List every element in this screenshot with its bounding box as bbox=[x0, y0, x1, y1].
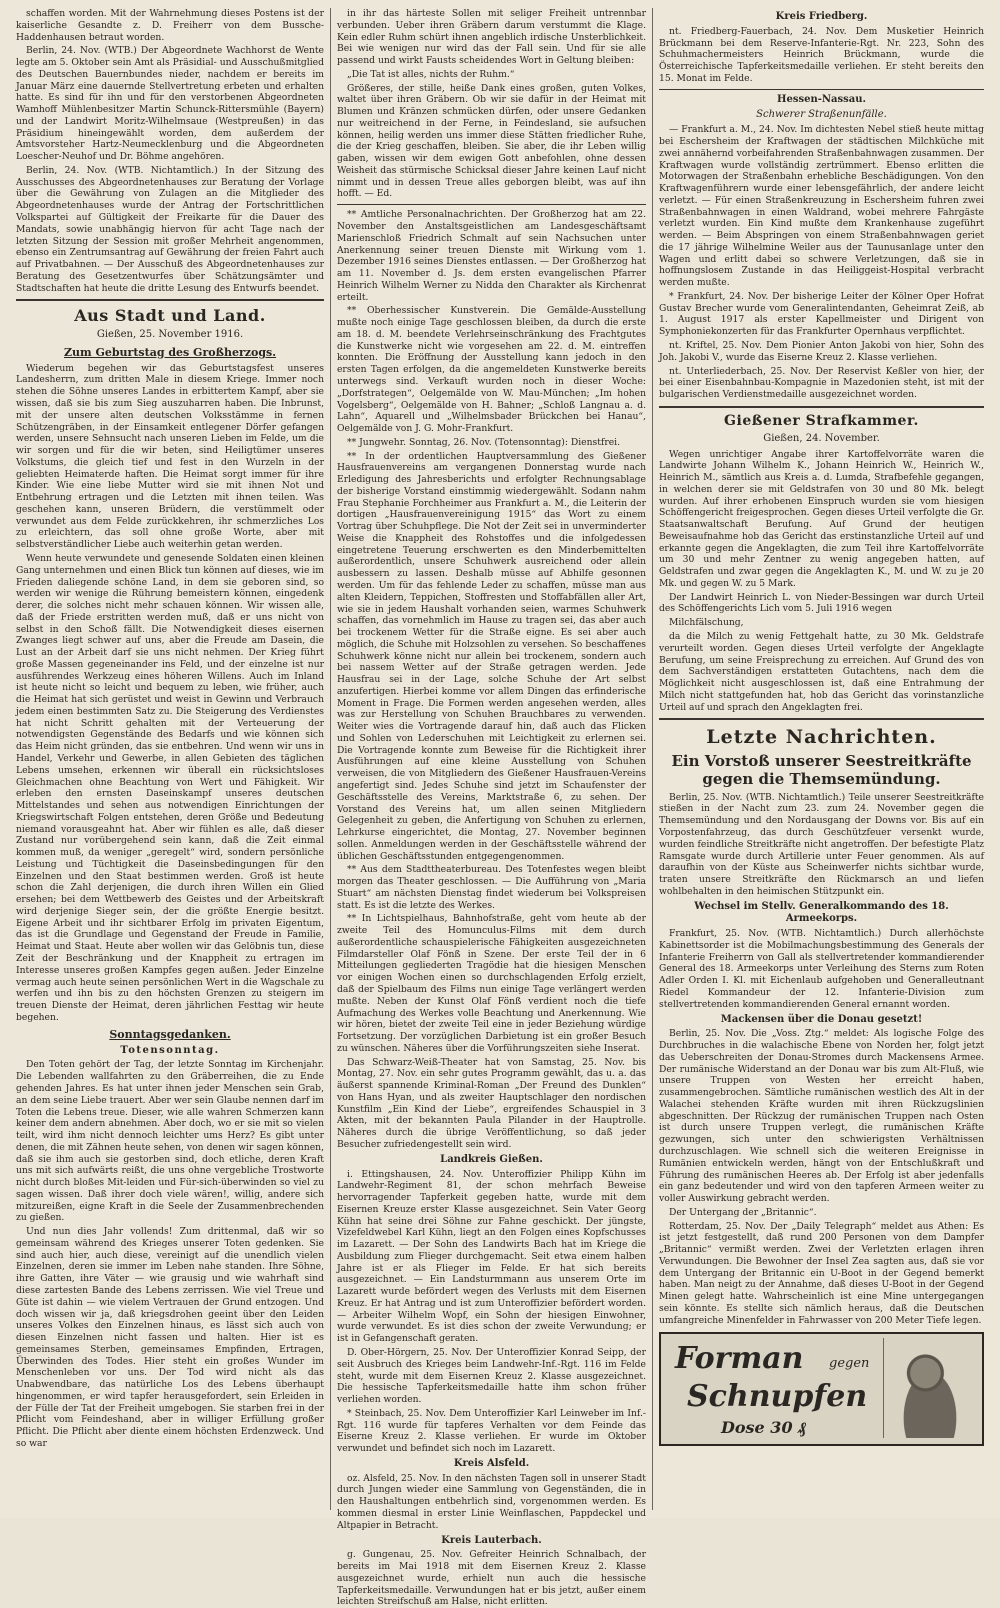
paragraph: Frankfurt, 25. Nov. (WTB. Nichtamtlich.) Durch allerhöchste Kabinettsorder ist die Mobilmachungsbestimmung des Generals der Infanterie Freiherrn von Gall als stellvertretender kommandierender General des 18. Armeekorps unter Verleihung des Sterns zum Roten Adler Orden I. Kl. mit Eichenlaub aufgehoben und Generalleutnant Riedel Kommandeur der 12. Infanterie-Division zum stellvertretenden kommandierenden General ernannt worden. bbox=[659, 928, 984, 1010]
article-birthday bbox=[16, 363, 324, 1024]
local-notes bbox=[337, 209, 646, 1150]
paragraph: nt. Unterliederbach, 25. Nov. Der Reservist Keßler von hier, der bei einer Eisenbahnbau-Kompagnie in Mazedonien steht, ist mit der bulgarischen Verdienstmedaille ausgezeichnet worden. bbox=[659, 365, 984, 401]
paragraph: Milchfälschung, bbox=[669, 617, 744, 629]
subheading-strassenunfaelle: Schwerer Straßenunfälle. bbox=[756, 109, 887, 121]
section-title-strafkammer: Gießener Strafkammer. bbox=[724, 412, 919, 429]
paragraph: Wenn heute verwundete und genesende Soldaten einen kleinen Gang unternehmen und einen Blick tun können auf dieses, wie im Frieden daliegende schöne Land, in dem sie geboren sind, so werden wir wenige die Rührung bemeistern können, eingedenk derer, die solches nicht mehr schauen können. Wir wissen alle, daß der Friede erstritten werden muß, daß er uns nicht von selbst in den Schoß fällt. Die Notwendigkeit dieses eisernen Zwanges liegt schwer auf uns, aber die Freude am Dasein, die Lust an der Arbeit darf sie uns nicht nehmen. Der Krieg führt große Massen gegeneinander ins Feld, und der einzelne ist nur ausführendes Werkzeug eines höheren Willens. Auch im Inland ist heute nicht so leicht und bequem zu leben, wie früher, auch die Heimat hat sich gerüstet und weist in Gewinn und Verbrauch jedem einen bestimmten Satz zu. Die Steigerung des Verdienstes hat nicht Schritt gehalten mit der Verteuerung der notwendigsten Gegenstände des Bedarfs und wie können sich das Heim nicht gründen, das sie entbehren. Und wenn wir uns in Handel, Verkehr und Gewerbe, in allen Gebieten des täglichen Lebens umsehen, erkennen wir überall ein rücksichtsloses Gleichmachen ohne Beachtung von Wert und Fähigkeit. Wir erleben den ernsten Daseinskampf unseres deutschen Mittelstandes und sehen aus notwendigen Einrichtungen der Kriegswirtschaft Folgen entstehen, deren Größe und Bedeutung niemand vorausgeahnt hat. Aber wir fühlen es alle, daß dieser Zustand nur vorübergehend sein kann, daß die Zeit einmal kommen muß, da weniger „geregelt“ wird, sondern persönliche Leistung und Tüchtigkeit die Daseinsbedingungen für den Einzelnen und den Staat bestimmen werden. Groß ist heute schon die Zahl derjenigen, die durch ihren Willen ein Glied ersehen; bei dem Wettbewerb des Geistes und der Arbeitskraft wird derjenige Sieger sein, der die größte Energie besitzt. Eigene Arbeit und ihr sichtbarer Erfolg im privaten Eigentum, das ist die Grundlage und Gegenstand der Freude in Familie, Heimat und Staat. Heute aber wollen wir das Gelöbnis tun, diese Zeit der Beschränkung und der Knappheit zu ertragen im Interesse unseres großen Kampfes gegen außen. Jeder Einzelne vermag auch heute seinen persönlichen Wert in die Wagschale zu werfen und ihn bis zu den höchsten Grenzen zu steigern im treuen Dienste der Heimat, deren jährlichen Festtag wir heute begehen. bbox=[16, 552, 324, 1023]
paragraph: D. Ober-Hörgern, 25. Nov. Der Unteroffizier Konrad Seipp, der seit Ausbruch des Krieges beim Landwehr-Inf.-Rgt. 116 im Felde steht, wurde mit dem Eisernen Kreuz 2. Klasse ausgezeichnet. Die hessische Tapferkeitsmedaille hatte ihm schon früher verliehen worden. bbox=[337, 1347, 646, 1406]
paragraph: Der Untergang der „Britannic“. bbox=[669, 1206, 817, 1218]
paragraph: ** In Lichtspielhaus, Bahnhofstraße, geht vom heute ab der zweite Teil des Homunculus-Films mit dem durch außerordentliche schauspielerische Fähigkeiten ausgezeichneten Filmdarsteller Olaf Fönß in Szene. Der erste Teil der in 6 Mitteilungen gegliederten Tragödie hat die hiesigen Menschen vor einigen Wochen einen so durchschlagenden Erfolg erzielt, daß der Spielbaum des Films nun einige Tage verlängert werden mußte. Neben der Kunst Olaf Fönß verdient noch die tiefe Aufmachung des Werkes volle Beachtung und Anerkennung. Wie wir hören, bietet der zweite Teil eine in jeder Beziehung würdige Fortsetzung. Der vorzüglichen Darbietung ist ein großer Besuch zu wünschen. Näheres über die Vorführungszeiten siehe Inserat. bbox=[337, 913, 646, 1054]
news-article bbox=[659, 792, 984, 898]
paragraph: i. Ettingshausen, 24. Nov. Unteroffizier Philipp Kühn im Landwehr-Regiment 81, der schon mehrfach Beweise hervorragender Tapferkeit gegeben hatte, wurde mit dem Eisernen Kreuze erster Klasse ausgezeichnet. Sein Vater Georg Kühn hat seine drei Söhne zur Fahne geschickt. Der jüngste, Vizefeldwebel Karl Kühn, liegt an den Folgen eines Kopfschusses im Lazarett. — Der Sohn des Landwirts Bach hat im Kriege die Ausbildung zum Flieger durchgemacht. Seit etwa einem halben Jahre ist er als Flieger im Felde. Er hat sich bereits ausgezeichnet. — Ein Landsturmmann aus unserem Orte im Lazarett wurde befördert wegen des Verlusts mit dem Eisernen Kreuz. Er hat Antrag und ist zum Unteroffizier befördert worden. — Arbeiter Wilhelm Wopf, ein Sohn der hiesigen Einwohner, wurde verwundet. Es ist dies schon der zweite Verwundung; er ist in Gefangenschaft geraten. bbox=[337, 1168, 646, 1345]
lauterbach-notes bbox=[337, 1549, 646, 1608]
paragraph: Wiederum begehen wir das Geburtstagsfest unseres Landesherrn, zum dritten Male in diesem Kriege. Immer noch stehen die Söhne unseres Landes in erbittertem Kampf, aber sie wissen, daß sie bis zum Sieg auszuharren haben. Die Inbrunst, mit der unsere alten deutschen Volksstämme in fernen Schützengräben, in der Einsamkeit entlegener Dörfer gefangen werden, unsere Sehnsucht nach unseren Lieben im Felde, um die wir sorgen und für die wir beten, sind Heiligtümer unseres Volkstums, die gleich tief und fest in den Wurzeln in der geliebten Heimaterde haften. Die Heimat sorgt immer für ihre Kinder. Wie eine liebe Mutter wird sie mit ihnen Not und Entbehrung ertragen und die Letzten mit ihnen teilen. Was geschehen kann, unseren Brüdern, die verstümmelt oder verwundet aus dem Felde zurückkehren, ihr schmerzliches Los zu erleichtern, das soll ohne große Worte, aber mit selbstverständlicher Liebe auch weiterhin getan werden. bbox=[16, 362, 324, 551]
friedberg-notes bbox=[659, 26, 984, 85]
article-sunday bbox=[16, 1059, 324, 1449]
paragraph: — Frankfurt a. M., 24. Nov. Im dichtesten Nebel stieß heute mittag bei Eschersheim der Kraftwagen der städtischen Milchküche mit zwei annähernd vorbeifahrenden Straßenbahnwagen zusammen. Der Kraftwagen wurde vollständig zertrümmert. Ebenso erlitten die Motorwagen der Straßenbahn erhebliche Beschädigungen. Von den Kraftwagenführern wurde einer lebensgefährlich, der andere leicht verletzt. — Für einen Straßenkreuzung in Eschersheim fuhren zwei Straßenbahnwagen in einen Waldrand, wobei mehrere Fahrgäste verletzt wurden. Ein Kind mußte dem Krankenhause zugeführt werden. — Beim Abspringen von einem Straßenbahnwagen geriet die 17 jährige Wilhelmine Weiler aus der Taunusanlage unter den Wagen und erlitt dabei so schwere Verletzungen, daß sie in hoffnungslosem Zustande in das Heiliggeist-Hospital verbracht werden mußte. bbox=[659, 124, 984, 289]
section-title-stadt-und-land: Aus Stadt und Land. bbox=[74, 306, 266, 326]
paragraph: g. Gungenau, 25. Nov. Gefreiter Heinrich Schnalbach, der bereits im Mai 1918 mit dem Eisernen Kreuz 2. Klasse ausgezeichnet wurde, erhielt nun auch die hessische Tapferkeitsmedaille. Verwundungen hat er bis jetzt, außer einem leichten Streifschuß am Halse, nicht erlitten. bbox=[337, 1549, 646, 1608]
hessen-notes bbox=[659, 124, 984, 401]
heading-kreis-alsfeld: Kreis Alsfeld. bbox=[453, 1457, 530, 1469]
ad-gegen: gegen bbox=[829, 1356, 870, 1372]
paragraph: nt. Friedberg-Fauerbach, 24. Nov. Dem Musketier Heinrich Brückmann bei dem Reserve-Infanterie-Rgt. Nr. 223, Sohn des Schuhmachermeisters Heinrich Brückmann, wurde die Österreichische Tapferkeitsmedaille verliehen. Er steht bereits den 15. Monat im Felde. bbox=[659, 25, 984, 84]
ad-illustration-face-icon bbox=[883, 1338, 976, 1438]
paragraph: Den Toten gehört der Tag, der letzte Sonntag im Kirchenjahr. Die Lebenden wallfahrten zu den Gräberreihen, die zu Ende gehenden Jahres. Es hat unter ihnen jeder Menschen sein Grab, an dem seine Liebe trauert. Aber wer sein Glaube nennen darf im Toten die Lebens treue. Dieser, wie alle wahren Schmerzen kann keiner dem andern abnehmen. Aber doch, wo er sie mit so vielen teilt, wird ihm nicht dennoch leichter ums Herz? Es gibt unter denen, die mit Zähnen heute sehen, von denen wir sagen können, daß sie ihm auch sie gestorben sind, doch etliche, deren Kraft uns mit sich aufwärts reißt, die uns ohne vergebliche Trostworte nicht durch bloßes Mit-leiden und Für-sich-überwinden so viel zu sagen wissen. Daß ihrer doch viele wären!, willig, andere sich mitzureißen, eigne Kraft in die Seele der Zusammenbrechenden zu gießen. bbox=[16, 1059, 324, 1224]
paragraph: Der Landwirt Heinrich L. von Nieder-Bessingen war durch Urteil des Schöffengerichts Lich vom 5. Juli 1916 wegen bbox=[659, 591, 984, 615]
column-right bbox=[652, 8, 990, 1510]
paragraph: da die Milch zu wenig Fettgehalt hatte, zu 30 Mk. Geldstrafe verurteilt worden. Gegen dieses Urteil verfolgte der Angeklagte Berufung, um seine Freisprechung zu erreichen. Auf Grund des von dem Sachverständigen erstatteten Gutachtens, nach dem die Möglichkeit nicht ausgeschlossen ist, daß eine Entrahmung der Milch nicht stattgefunden hat, hob das Gericht das vorinstanzliche Urteil auf und sprach den Angeklagten frei. bbox=[659, 631, 984, 713]
paragraph: ** Amtliche Personalnachrichten. Der Großherzog hat am 22. November den Anstaltsgeistlichen am Landesgeschäftsamt Marienschloß Friedrich Schmalt auf sein Nachsuchen unter Anerkennung seiner treuen Dienste mit Wirkung vom 1. Dezember 1916 seines Dienstes entlassen. — Der Großherzog hat am 11. November d. Js. dem ersten evangelischen Pfarrer Heinrich Wilhelm Werner zu Nidda den Charakter als Kirchenrat erteilt. bbox=[337, 209, 646, 303]
danube-article bbox=[659, 1028, 984, 1326]
ad-price: Dose 30 ₰ bbox=[721, 1418, 807, 1438]
headline-themsemuendung: Ein Vorstoß unserer Seestreitkräfte gegen die Themsemündung. bbox=[671, 751, 972, 788]
paragraph: Und nun dies Jahr vollends! Zum drittenmal, daß wir so gemeinsam während des Krieges unserer Toten gedenken. Sie sind auch hier, auch diese, vereinigt auf die unendlich vielen Einzelnen, deren sie immer im Leben nahe standen. Ihre Söhne, ihre Gatten, ihre Väter — wie grausig und wie wahrhaft sind diese zartesten Bande des Lebens zerrissen. Wie viel Treue und Güte ist dahin — wie vielem Vertrauen der Grund entzogen. Und doch wissen wir ja, daß kriegsdrohen geeint über den Leiden unseres Volkes den Einzelnen hinaus, es lässt sich auch von diesen Einzelnen nicht fassen und halten. Hier ist es gemeinsames Sterben, gemeinsames Empfinden, Ertragen, Überwinden des Todes. Hier steht ein großes Wunder im Menschenleben vor uns. Der Tod wird nicht als das Unabwendbare, das natürliche Los des Lebens überhaupt hingenommen, er wird tapfer herausgefordert, sein Erleiden in der Fülle der Tat der Freiheit umgebogen. Sie starben frei in der Pflicht vom Feindeshand, aber in williger Erfüllung großer Pflicht. Die Pflicht aber diente einem höchsten Erdenzweck. Und so war bbox=[16, 1226, 324, 1449]
paragraph: ** In der ordentlichen Hauptversammlung des Gießener Hausfrauenvereins am vergangenen Donnerstag wurde nach Erledigung des Jahresberichts und erfolgter Rechnungsablage der bisherige Vorstand einstimmig wiedergewählt. Sodann nahm Frau Stephanie Forchheimer aus Frankfurt a. M., die Leiterin der dortigen „Hausfrauenvereinigung 1915“ das Wort zu einem Vortrag über Schuhpflege. Die Not der Zeit sei in unverminderter Weise die Knappheit des Rohstoffes und die infolgedessen eingetretene Teuerung erschwerten es den Minderbemittelten außerordentlich, unsere Schuhwerk ausreichend oder allein ausbessern zu lassen. Deshalb müsse auf Abhilfe gesonnen werden. Um für das fehlende Leder zu schaffen, müsse man aus alten Kleidern, Teppichen, Stoffresten und Stoffabfällen aller Art, wie sie in jedem Haushalt vorhanden seien, warmes Schuhwerk schaffen, das vornehmlich im Hause zu tragen sei, das aber auch bei trockenem Wetter für die Straße eigne. Es sei aber auch möglich, die Schuhe mit Holzsohlen zu versehen. So beschaffenes Schuhwerk könne nicht nur allein bei trockenem, sondern auch bei nassem Wetter auf der Straße getragen werden. Jede Hausfrau sei in der Lage, solche Schuhe der Art selbst anzufertigen. Hierbei komme vor allem Dingen das erfinderische Moment in Frage. Die Formen werden angesehen werden, alles was zur Herstellung von Schuhen Brauchbares zu verwenden. Weiter wies die Vortragende darauf hin, daß auch das Flicken und Sohlen von Lederschuhen mit Leichtigkeit zu erlernen sei. Die Vortragende konnte zum Beweise für die Richtigkeit ihrer Ausführungen auf eine kleine Ausstellung von Schuhen verweisen, die von Mitgliedern des Gießener Hausfrauen-Vereins angefertigt sind. Jedes Schuhe sind jetzt im Schaufenster der Geschäftsstelle des Vereins, Marktstraße 6, zu sehen. Der Vorstand des Vereins hat, um allen seinen Mitgliedern Gelegenheit zu geben, die Anfertigung von Schuhen zu erlernen, Lehrkurse eingerichtet, die Montag, 27. November beginnen sollen. Anmeldungen werden in der Geschäftsstelle während der üblichen Geschäftsstunden entgegengenommen. bbox=[337, 450, 646, 862]
column-middle bbox=[330, 8, 652, 1608]
paragraph: * Steinbach, 25. Nov. Dem Unteroffizier Karl Leinweber im Inf.-Rgt. 116 wurde für tapferes Verhalten vor dem Feinde das Eiserne Kreuz 2. Klasse verliehen. Er wurde im Oktober verwundet und befindet sich noch im Lazarett. bbox=[337, 1407, 646, 1455]
heading-kreis-friedberg: Kreis Friedberg. bbox=[775, 11, 868, 22]
paragraph: ** Jungwehr. Sonntag, 26. Nov. (Totensonntag): Dienstfrei. bbox=[347, 436, 621, 448]
paragraph: Berlin, 25. Nov. (WTB. Nichtamtlich.) Teile unserer Seestreitkräfte stießen in der Nacht zum 23. zum 24. November gegen die Themsemündung und den Nordausgang der Downs vor. Bis auf ein Vorpostenfahrzeug, das durch Geschützfeuer versenkt wurde, wurden feindliche Streitkräfte nicht angetroffen. Der befestigte Platz Ramsgate wurde durch Artillerie unter Feuer genommen. Als auf daraufhin von der Küste aus Scheinwerfer nichts sichtbar wurde, traten unsere Streitkräfte den Rückmarsch an und liefen wohlbehalten in den heimischen Stützpunkt ein. bbox=[659, 791, 984, 897]
paragraph: Berlin, 24. Nov. (WTB. Nichtamtlich.) In der Sitzung des Ausschusses des Abgeordnetenhauses zur Beratung der Vorlage über die Gewährung von Zulagen an die Mitglieder des Abgeordnetenhauses wurde der Antrag der Fortschrittlichen Volkspartei auf Gültigkeit der Freikarte für die Dauer des Mandats, sowie unabhängig hiervon für acht Tage nach der letzten Sitzung der Session mit großer Mehrheit angenommen, ebenso ein Zentrumsantrag auf Gewährung der freien Fahrt auch auf Privatbahnen. — Der Ausschuß des Abgeordnetenhauses zur Beratung des Gesetzentwurfes über Schätzungsämter und Stadtschaften hat heute die dritte Lesung des Entwurfs beendet. bbox=[16, 164, 324, 294]
paragraph: nt. Kriftel, 25. Nov. Dem Pionier Anton Jakobi von hier, Sohn des Joh. Jakobi V., wurde das Eiserne Kreuz 2. Klasse verliehen. bbox=[659, 340, 984, 363]
paragraph: oz. Alsfeld, 25. Nov. In den nächsten Tagen soll in unserer Stadt durch Jungen wieder eine Sammlung von Gegenständen, die in den Haushaltungen entbehrlich sind, vorgenommen werden. Es kommen diesmal in erster Linie Weinflaschen, Pappdeckel und Altpapier in Betracht. bbox=[337, 1472, 646, 1531]
command-article bbox=[659, 928, 984, 1010]
paragraph: ** Aus dem Stadttheaterbureau. Des Totenfestes wegen bleibt morgen das Theater geschlossen. — Die Aufführung von „Maria Stuart“ am nächsten Dienstag findet wiederum bei Volkspreisen statt. Es ist die letzte des Werkes. bbox=[337, 864, 646, 911]
paragraph: Größeres, der stille, heiße Dank eines großen, guten Volkes, waltet über ihren Gräbern. Ob wir sie dafür in der Heimat mit Blumen und Kränzen schmücken dürfen, oder unsere Gedanken nur weitreichend in der Ferne, in Feindesland, sie aufsuchen können, heilig werden uns immer diese Stätten friedlicher Ruhe, die der Krieg geschaffen, bleiben. Sie aber, die ihr Leben willig gaben, wissen wir dem ewigen Gott anbefohlen, ohne dessen Weisheit das stürmische Schicksal dieser Jahre keinen Lauf nicht nimmt und in dessen Treue alles geborgen bleibt, was auf ihn hofft. — Ed. bbox=[337, 82, 646, 200]
dateline: Gießen, 25. November 1916. bbox=[96, 328, 244, 340]
paragraph: ** Oberhessischer Kunstverein. Die Gemälde-Ausstellung mußte noch einige Tage geschlossen bleiben, da durch die erste am 18. d. M. beendete Verlehrseinschränkung des Frachtgutes die Kunstwerke nicht wie vorgesehen am 22. d. M. eintreffen konnten. Die Eröffnung der Ausstellung kann jedoch in den ersten Tagen erfolgen, da die angemeldeten Kunstwerke bereits unterwegs sind. Verkauft wurden noch in dieser Woche: „Dorfstrategen“, Oelgemälde von W. Mau-München; „Im hohen Vogelsberg“, Oelgemälde von H. Bahner; „Schloß Langnau a. d. Lahn“, Aquarell und „Wilhelmsbader Brückchen bei Hanau“, Oelgemälde von J. G. Mohr-Frankfurt. bbox=[337, 305, 646, 435]
heading-mackensen-donau: Mackensen über die Donau gesetzt! bbox=[720, 1013, 923, 1025]
paragraph: * Frankfurt, 24. Nov. Der bisherige Leiter der Kölner Oper Hofrat Gustav Brecher wurde vom Generalintendanten, Geheimrat Zeiß, ab 1. August 1917 als erster Kapellmeister und Dirigent von Symphoniekonzerten für das Frankfurter Opernhaus verpflichtet. bbox=[659, 290, 984, 338]
intro-notices bbox=[16, 8, 324, 294]
paragraph: schaffen worden. Mit der Wahrnehmung dieses Postens ist der kaiserliche Gesandte z. D. Freiherr von dem Bussche-Haddenhausen betraut worden. bbox=[16, 8, 324, 43]
paragraph: in ihr das härteste Sollen mit seliger Freiheit untrennbar verbunden. Ueber ihren Gräbern darum verstummt die Klage. Kein edler Ruhm schürt ihnen angeblich irdische Unsterblichkeit. Bei wie wenigen nur wird das der Fall sein. Und für sie alle passend und wirkt Fausts scheidendes Wort in Geltung bleiben: bbox=[337, 8, 646, 67]
article-title-birthday: Zum Geburtstag des Großherzogs. bbox=[63, 345, 277, 359]
paragraph: Rotterdam, 25. Nov. Der „Daily Telegraph“ meldet aus Athen: Es ist jetzt festgestellt, daß rund 200 Personen von dem Dampfer „Britannic“ vermißt werden. Zwei der Verletzten erlagen ihren Verwundungen. Die Bewohner der Insel Zea sagten aus, daß sie vor dem Untergang der Britannic ein U-Boot in der Gegend bemerkt haben. Man neigt zu der Annahme, daß dieses U-Boot in der Gegend Minen gelegt hatte. Wahrscheinlich ist eine Mine untergegangen sein könnte. Es stellte sich nämlich heraus, daß die Deutschen umfangreiche Minenfelder in Fahrwasser von 200 Meter Tiefe legen. bbox=[659, 1220, 984, 1326]
paragraph: Wegen unrichtiger Angabe ihrer Kartoffelvorräte waren die Landwirte Johann Wilhelm K., Johann Heinrich W., Heinrich W., Heinrich M., sämtlich aus Kreis a. d. Lumda, Strafbefehle gegangen, in welchen derer sie mit Geldstrafen von 30 und 80 Mk. belegt wurden. Auf ihrer erhobenen Einspruch wurden sie vom hiesigen Schöffengericht freigesprochen. Gegen dieses Urteil verfolgte die Gr. Staatsanwaltschaft Berufung. Auf Grund der heutigen Beweisaufnahme hob das Gericht das erstinstanzliche Urteil auf und erkannte gegen die Angeklagten, die zum Teil ihre Kartoffelvorräte um 30 und mehr Zentner zu wenig angegeben hatten, auf Geldstrafen und zwar gegen die Angeklagten K., M. und W. zu je 20 Mk. und gegen W. zu 5 Mark. bbox=[659, 448, 984, 589]
paragraph: Das Schwarz-Weiß-Theater hat von Samstag, 25. Nov. bis Montag, 27. Nov. ein sehr gutes Programm gewählt, das u. a. das äußerst spannende Kriminal-Roman „Der Freund des Dunklen“ von Hans Hyan, und als zweiter Hauptschlager den nordischen Kunstfilm „Ein Kind der Liebe“, ergreifendes Schauspiel in 3 Akten, mit der bekannten Paula Pilander in der Hauptrolle. Näheres durch die übrige Veröffentlichung, so daß jeder Besucher zufriedengestellt sein wird. bbox=[337, 1056, 646, 1150]
article-title-sunday: Sonntagsgedanken. bbox=[109, 1027, 231, 1041]
article-subtitle-totensonntag: Totensonntag. bbox=[120, 1044, 220, 1056]
ad-product: Schnupfen bbox=[687, 1379, 868, 1415]
paragraph: Berlin, 24. Nov. (WTB.) Der Abgeordnete Wachhorst de Wente legte am 5. Oktober sein Amt als Präsidial- und Ausschußmitglied des Deutschen Bauernbundes nieder, nachdem er bereits im Januar März eine dauernde Stellvertretung erbeten und erhalten hatte. Es sind für ihn und für den verstorbenen Abgeordneten Wamhoff Mühlenbesitzer Martin Schunck-Rittersmühle (Bayern) und der Landwirt Moritz-Wilhelmsaue (Westpreußen) in das Präsidium hineingewählt worden, dem außerdem der Amtsvorsteher Hartz-Neumecklenburg und die Abgeordneten Loescher-Neuhof und Dr. Böhme angehören. bbox=[16, 45, 324, 163]
column-left bbox=[10, 8, 330, 1510]
court-dateline: Gießen, 24. November. bbox=[763, 432, 880, 444]
paragraph: Berlin, 25. Nov. Die „Voss. Ztg.“ meldet: Als logische Folge des Durchbruches in die walachische Ebene von Norden her, folgt jetzt das Ueberschreiten der Donau-Stromes durch Mackensens Armee. Der rumänische Widerstand an der Donau war bis zum Alt-Fluß, wie unsere Truppen von Westen her erreicht haben, zusammengebrochen. Sämtliche rumänischen westlich des Alt in der Walachei stehenden Kräfte wurden mit ihren Rückzugslinien abgeschnitten. Der Rückzug der rumänischen Truppen nach Osten ist durch unsere Truppen verlegt, die rumänischen Kräfte gezwungen, sich unter den schwierigsten Verhältnissen durchzuschlagen. Wie schnell sich die weiteren Ereignisse in Rumänien entwickeln werden, hängt von der Entschlußkraft und Führung des rumänischen Heeres ab. Der Erfolg ist aber jedenfalls ein ganz bedeutender und wird von den tapferen Armeen weiter zu voller Auswirkung gebracht werden. bbox=[659, 1028, 984, 1205]
alsfeld-notes bbox=[337, 1473, 646, 1532]
heading-landkreis-giessen: Landkreis Gießen. bbox=[440, 1153, 543, 1165]
court-notes bbox=[659, 449, 984, 714]
section-title-letzte-nachrichten: Letzte Nachrichten. bbox=[706, 726, 937, 749]
advertisement-forman bbox=[659, 1332, 984, 1446]
heading-hessen-nassau: Hessen-Nassau. bbox=[777, 93, 866, 105]
heading-generalkommando: Wechsel im Stellv. Generalkommando des 18. Armeekorps. bbox=[694, 900, 949, 925]
heading-kreis-lauterbach: Kreis Lauterbach. bbox=[441, 1534, 542, 1546]
article-sunday-continued bbox=[337, 8, 646, 200]
ad-brand: Forman bbox=[675, 1341, 804, 1377]
landkreis-notes bbox=[337, 1169, 646, 1455]
paragraph: „Die Tat ist alles, nichts der Ruhm.“ bbox=[347, 68, 515, 80]
